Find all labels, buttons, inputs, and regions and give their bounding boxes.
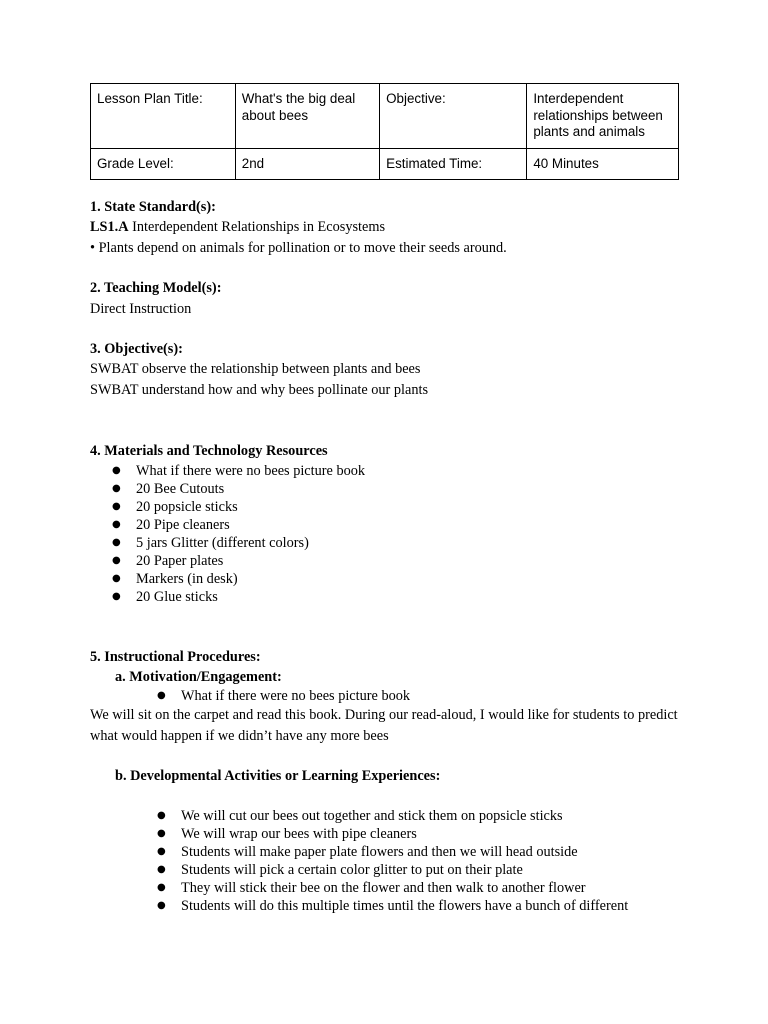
motivation-paragraph: We will sit on the carpet and read this book. During our read-aloud, I would like for students to predict what would happen if we didn’t have any more bees bbox=[90, 707, 678, 744]
list-item: ● Students will make paper plate flowers and then we will head outside bbox=[157, 843, 690, 861]
list-item: ● Markers (in desk) bbox=[112, 570, 690, 588]
list-item: ● Students will do this multiple times until the flowers have a bunch of different bbox=[157, 897, 690, 915]
title-label-cell: Lesson Plan Title: bbox=[91, 84, 236, 149]
teaching-model-heading: 2. Teaching Model(s): bbox=[90, 280, 222, 297]
list-item: ● What if there were no bees picture book bbox=[112, 462, 690, 480]
objective-line: SWBAT observe the relationship between plants and bees bbox=[90, 361, 421, 378]
time-value-cell: 40 Minutes bbox=[527, 148, 679, 180]
standards-code-line bbox=[90, 217, 690, 237]
motivation-list bbox=[90, 687, 690, 705]
list-item: ● 20 popsicle sticks bbox=[112, 498, 690, 516]
standard-description: Interdependent Relationships in Ecosystems bbox=[128, 219, 386, 236]
developmental-list bbox=[90, 807, 690, 915]
grade-value-cell: 2nd bbox=[235, 148, 379, 180]
list-item: ● Students will pick a certain color glitter to put on their plate bbox=[157, 861, 690, 879]
list-item: ● 20 Paper plates bbox=[112, 552, 690, 570]
objectives-heading: 3. Objective(s): bbox=[90, 341, 183, 358]
objective-label-cell: Objective: bbox=[380, 84, 527, 149]
standards-bullet-line: • Plants depend on animals for pollination or to move their seeds around. bbox=[90, 239, 507, 256]
time-label-cell: Estimated Time: bbox=[380, 148, 527, 180]
lesson-body bbox=[90, 197, 690, 915]
title-value-cell: What's the big deal about bees bbox=[235, 84, 379, 149]
objective-value-cell: Interdependent relationships between plants and animals bbox=[527, 84, 679, 149]
materials-heading: 4. Materials and Technology Resources bbox=[90, 443, 328, 460]
list-item: ● We will wrap our bees with pipe cleaners bbox=[157, 825, 690, 843]
list-item: ● 20 Pipe cleaners bbox=[112, 516, 690, 534]
list-item: ● 5 jars Glitter (different colors) bbox=[112, 534, 690, 552]
list-item: ● 20 Glue sticks bbox=[112, 588, 690, 606]
materials-list bbox=[90, 462, 690, 606]
list-item: ● They will stick their bee on the flower and then walk to another flower bbox=[157, 879, 690, 897]
standards-heading: 1. State Standard(s): bbox=[90, 199, 216, 215]
teaching-model-text: Direct Instruction bbox=[90, 300, 192, 317]
objective-line: SWBAT understand how and why bees pollinate our plants bbox=[90, 381, 429, 398]
list-item: ● What if there were no bees picture book bbox=[157, 687, 690, 705]
standard-code: LS1.A bbox=[90, 219, 129, 236]
procedures-heading: 5. Instructional Procedures: bbox=[90, 648, 261, 665]
list-item: ● 20 Bee Cutouts bbox=[112, 480, 690, 498]
table-row bbox=[91, 84, 679, 149]
motivation-heading: a. Motivation/Engagement: bbox=[115, 669, 282, 686]
lesson-info-table bbox=[90, 83, 679, 180]
table-row bbox=[91, 148, 679, 180]
list-item: ● We will cut our bees out together and stick them on popsicle sticks bbox=[157, 807, 690, 825]
developmental-heading: b. Developmental Activities or Learning Experiences: bbox=[115, 768, 441, 785]
grade-label-cell: Grade Level: bbox=[91, 148, 236, 180]
